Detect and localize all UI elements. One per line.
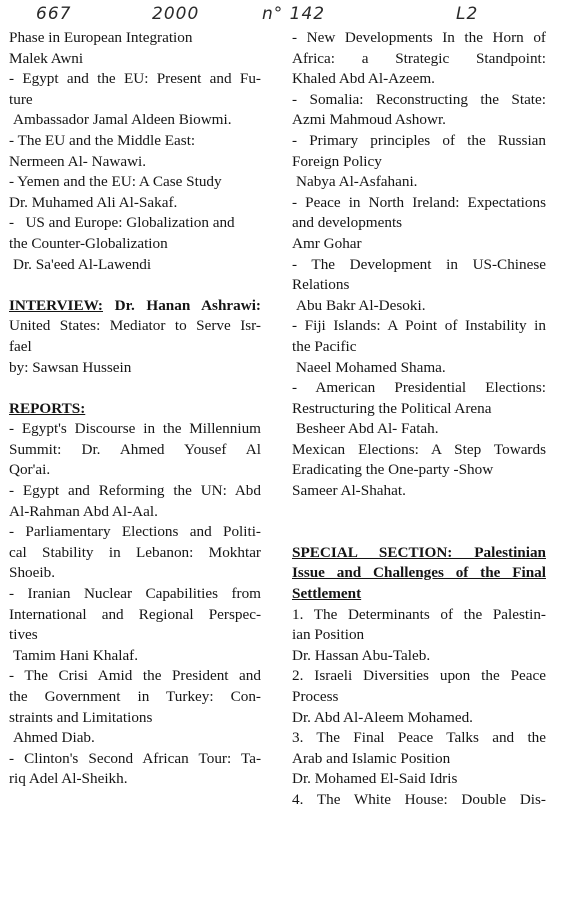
text-line: Mexican Elections: A Step Towards	[292, 440, 546, 458]
text-line: United States: Mediator to Serve Isr-	[9, 317, 261, 335]
text-line: - Peace in North Ireland: Expectations	[292, 193, 546, 211]
text-line: 4. The White House: Double Dis-	[292, 790, 546, 808]
text-line: - Egypt's Discourse in the Millennium	[9, 420, 261, 438]
text-line: - Yemen and the EU: A Case Study	[9, 173, 222, 191]
interview-label: INTERVIEW:	[9, 296, 103, 314]
text-line: Restructuring the Political Arena	[292, 399, 492, 417]
spacer	[9, 275, 261, 296]
text-line: Nabya Al-Asfahani.	[296, 173, 418, 191]
text-line: Shoeib.	[9, 564, 55, 582]
text-line: Ambassador Jamal Aldeen Biowmi.	[13, 111, 232, 129]
text-line: Arab and Islamic Position	[292, 749, 451, 767]
text-line: Relations	[292, 276, 350, 294]
text-line: - Iranian Nuclear Capabilities from	[9, 585, 261, 603]
handwritten-number: 667	[36, 4, 72, 24]
text-line: - Clinton's Second African Tour: Ta-	[9, 749, 261, 767]
text-line: Khaled Abd Al-Azeem.	[292, 70, 435, 88]
text-line: 1. The Determinants of the Palestin-	[292, 605, 546, 623]
text-line: by: Sawsan Hussein	[9, 358, 132, 376]
text-line: Dr. Mohamed El-Said Idris	[292, 770, 458, 788]
text-line: Sameer Al-Shahat.	[292, 482, 406, 500]
text-line: Nermeen Al- Nawawi.	[9, 152, 147, 170]
text-line: Naeel Mohamed Shama.	[296, 358, 446, 376]
text-line: Malek Awni	[9, 49, 84, 67]
text-line: - Parliamentary Elections and Politi-	[9, 523, 261, 541]
text-line: Summit: Dr. Ahmed Yousef Al	[9, 440, 261, 458]
text-line: - American Presidential Elections:	[292, 379, 546, 397]
text-line: Africa: a Strategic Standpoint:	[292, 49, 546, 67]
special-section-heading: SPECIAL SECTION: Palestinian	[292, 543, 546, 561]
text-line: Dr. Muhamed Ali Al-Sakaf.	[9, 193, 178, 211]
text-line: tives	[9, 626, 38, 644]
text-line: 2. Israeli Diversities upon the Peace	[292, 667, 546, 685]
text-line: Besheer Abd Al- Fatah.	[296, 420, 439, 438]
right-column	[292, 28, 546, 811]
special-section-heading: Issue and Challenges of the Final	[292, 564, 546, 582]
text-line: - Egypt and the EU: Present and Fu-	[9, 70, 261, 88]
text-line: cal Stability in Lebanon: Mokhtar	[9, 543, 261, 561]
text-line: Azmi Mahmoud Ashowr.	[292, 111, 446, 129]
text-line: the Government in Turkey: Con-	[9, 688, 261, 705]
text-line: 3. The Final Peace Talks and the	[292, 729, 546, 747]
left-column	[9, 28, 261, 790]
text-line: Dr. Abd Al-Aleem Mohamed.	[292, 708, 473, 726]
reports-heading: REPORTS:	[9, 399, 86, 417]
interview-heading	[9, 296, 261, 317]
text-line: the Counter-Globalization	[9, 234, 168, 252]
text-line: - Egypt and Reforming the UN: Abd	[9, 482, 261, 500]
text-line: Qor'ai.	[9, 461, 51, 479]
text-line: riq Adel Al-Sheikh.	[9, 770, 128, 788]
text-line: Process	[292, 688, 339, 705]
text-line: Foreign Policy	[292, 152, 382, 170]
text-line: ian Position	[292, 626, 365, 644]
text-line: Amr Gohar	[292, 234, 362, 252]
spacer	[292, 502, 546, 523]
text-line: Ahmed Diab.	[13, 729, 95, 747]
handwritten-code: L2	[456, 4, 479, 24]
spacer	[292, 522, 546, 543]
text-line: and developments	[292, 214, 403, 232]
interview-name: Dr. Hanan Ashrawi:	[103, 296, 261, 314]
text-line: Tamim Hani Khalaf.	[13, 646, 139, 664]
text-line: Al-Rahman Abd Al-Aal.	[9, 502, 158, 520]
text-line: the Pacific	[292, 337, 357, 355]
text-line: - The EU and the Middle East:	[9, 131, 196, 149]
text-line: Dr. Hassan Abu-Taleb.	[292, 646, 431, 664]
text-line: - Somalia: Reconstructing the State:	[292, 90, 546, 108]
text-line: International and Regional Perspec-	[9, 605, 261, 623]
text-line: straints and Limitations	[9, 708, 153, 726]
handwritten-annotations	[0, 4, 576, 30]
handwritten-year: 2000	[152, 4, 200, 24]
text-line: - US and Europe: Globalization and	[9, 214, 235, 232]
text-line: Eradicating the One-party -Show	[292, 461, 494, 479]
text-line: ture	[9, 90, 33, 108]
text-line: - The Crisi Amid the President and	[9, 667, 261, 685]
text-line: Phase in European Integration	[9, 29, 193, 46]
text-line: - Fiji Islands: A Point of Instability in	[292, 317, 546, 335]
handwritten-issue: n° 142	[262, 4, 326, 24]
text-line: - New Developments In the Horn of	[292, 29, 546, 46]
text-line: fael	[9, 337, 32, 355]
text-line: Abu Bakr Al-Desoki.	[296, 296, 426, 314]
spacer	[9, 378, 261, 399]
text-line: Dr. Sa'eed Al-Lawendi	[13, 255, 152, 273]
text-line: - The Development in US-Chinese	[292, 255, 546, 273]
text-line: - Primary principles of the Russian	[292, 131, 546, 149]
special-section-heading: Settlement	[292, 585, 362, 603]
